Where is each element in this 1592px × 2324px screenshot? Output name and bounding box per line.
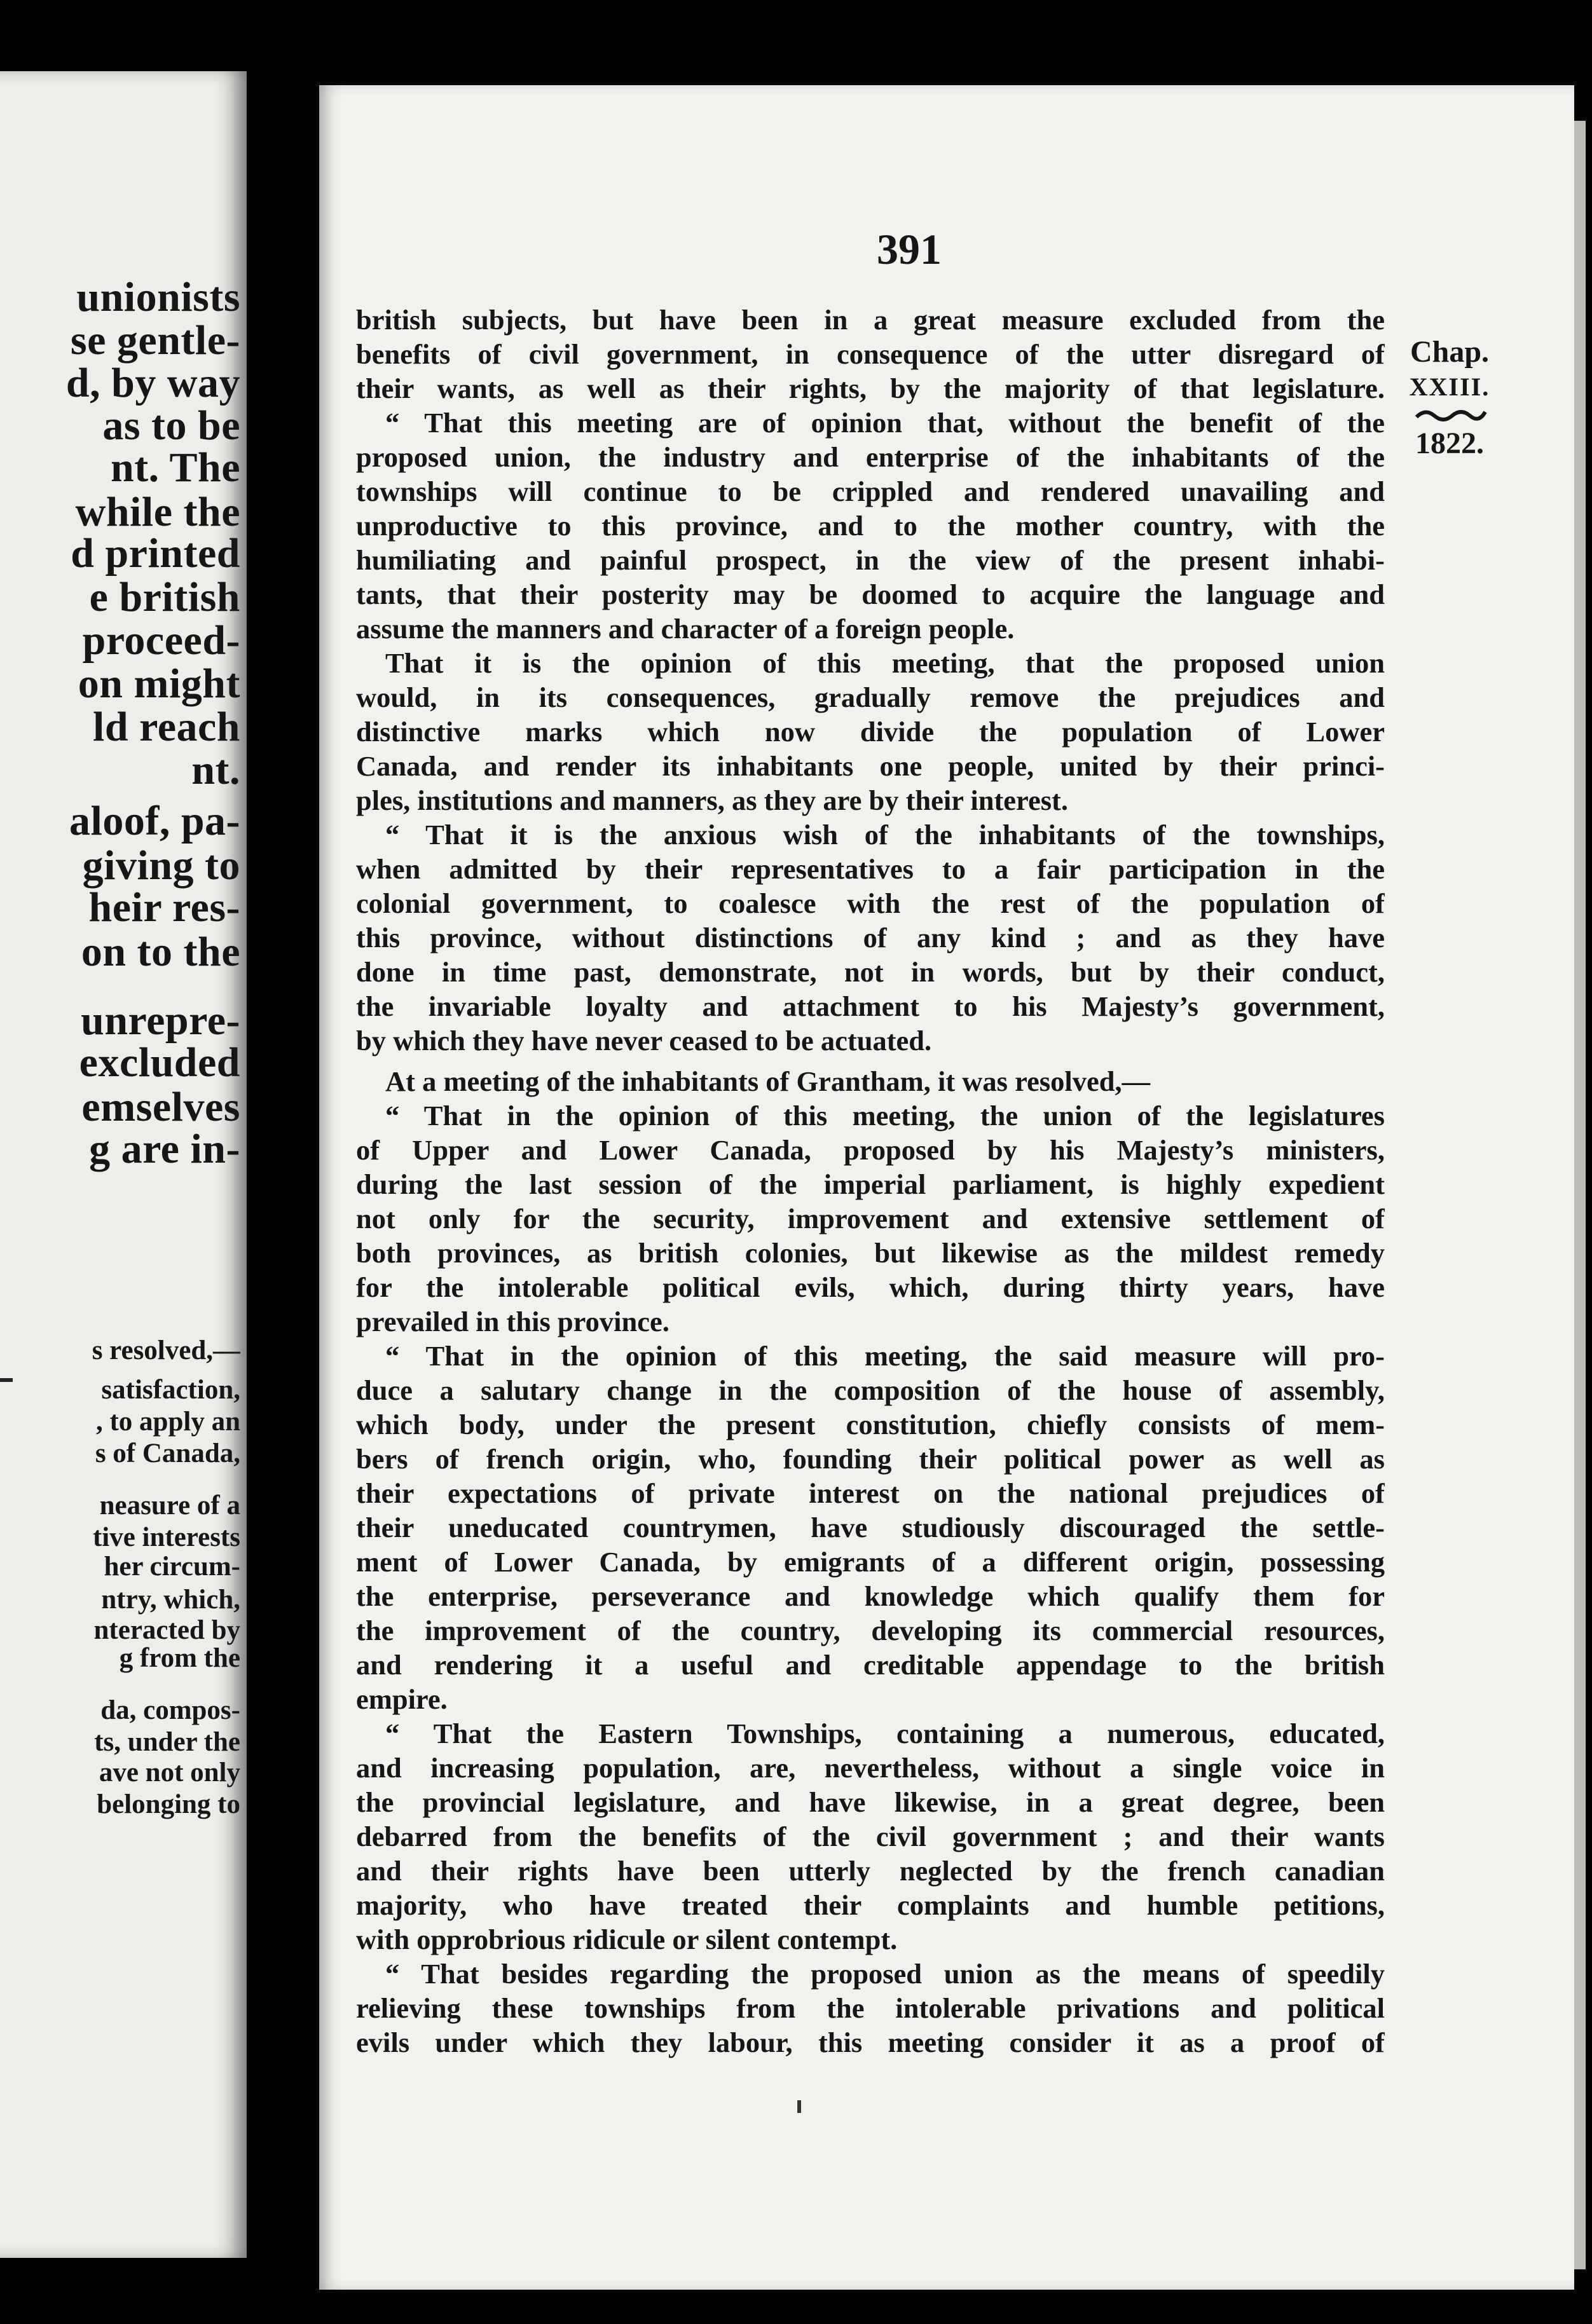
margin-year: 1822. [1415,427,1484,460]
text-line: That it is the opinion of this meeting, that the proposed union [385,647,1385,679]
left-page-line: neasure of a [99,1491,240,1521]
margin-chapter: Chap. [1410,335,1490,369]
text-line: the invariable loyalty and attachment to his Majesty’s government, [356,990,1385,1022]
left-page-line: unrepre- [81,998,240,1044]
text-line: “ That this meeting are of opinion that, without the benefit of the [385,407,1385,439]
left-page-line: ntry, which, [101,1585,240,1615]
text-line: with opprobrious ridicule or silent contempt. [356,1924,898,1955]
left-page-line: ts, under the [94,1727,240,1757]
left-page-line: e british [89,575,240,620]
left-page-line: ld reach [93,704,240,750]
left-page-line: g are in- [89,1126,240,1172]
text-line: empire. [356,1683,448,1715]
text-line: ples, institutions and manners, as they are by their interest. [356,784,1068,816]
text-line: debarred from the benefits of the civil government ; and their wants [356,1821,1385,1852]
left-page-line: on to the [81,929,240,975]
text-line: “ That the Eastern Townships, containing a numerous, educated, [385,1718,1385,1749]
left-page-line: d, by way [65,360,240,406]
text-line: this province, without distinctions of any kind ; and as they have [356,922,1385,954]
text-line: “ That in the opinion of this meeting, the union of the legislatures [385,1100,1385,1131]
text-line: “ That it is the anxious wish of the inhabitants of the townships, [385,819,1385,851]
page-number: 391 [877,225,942,273]
text-line: proposed union, the industry and enterprise of the inhabitants of the [356,441,1385,473]
text-line: relieving these townships from the intolerable privations and political [356,1992,1385,2024]
body-text [356,303,1385,2060]
margin-note [1392,334,1507,461]
text-line: during the last session of the imperial parliament, is highly expedient [356,1168,1385,1200]
left-page-line: d printed [71,531,240,577]
left-page-line: s resolved,— [92,1336,240,1365]
left-page-line: heir res- [88,885,240,931]
text-line: their uneducated countrymen, have studiously discouraged the settle- [356,1512,1385,1543]
text-line: when admitted by their representatives to a fair participation in the [356,853,1385,885]
text-line: for the intolerable political evils, which, during thirty years, have [356,1271,1385,1303]
left-page-line: , to apply an [95,1407,240,1437]
left-page-line: while the [75,489,240,535]
left-page-fragment [0,71,247,2258]
text-line: and their rights have been utterly neglected by the french canadian [356,1855,1385,1887]
left-page-line: nteracted by [93,1615,240,1645]
left-page-line: her circum- [104,1552,240,1582]
text-line: colonial government, to coalesce with the rest of the population of [356,887,1385,919]
left-page-line: on might [78,661,240,707]
text-line: prevailed in this province. [356,1306,669,1337]
left-page-line: belonging to [97,1789,240,1819]
wavy-rule-icon [1392,404,1507,426]
text-line: their expectations of private interest on the national prejudices of [356,1477,1385,1509]
text-line: british subjects, but have been in a great measure excluded from the [356,304,1385,336]
left-page-line: unionists [76,275,240,320]
left-page-line: ave not only [99,1758,240,1787]
text-line: Canada, and render its inhabitants one people, united by their princi- [356,750,1385,782]
text-line: by which they have never ceased to be actuated. [356,1025,932,1056]
text-line: benefits of civil government, in consequence of the utter disregard of [356,338,1385,370]
left-page-line: excluded [79,1040,240,1086]
text-line: distinctive marks which now divide the population of Lower [356,716,1385,748]
left-page-line: s of Canada, [95,1439,240,1468]
text-line: “ That besides regarding the proposed union as the means of speedily [385,1958,1385,1990]
text-line: evils under which they labour, this meeting consider it as a proof of [356,2027,1385,2058]
text-line: humiliating and painful prospect, in the view of the present inhabi- [356,544,1385,576]
text-line: tants, that their posterity may be doomed to acquire the language and [356,578,1385,610]
text-line: the provincial legislature, and have likewise, in a great degree, been [356,1786,1385,1818]
text-line: townships will continue to be crippled and rendered unavailing and [356,475,1385,507]
text-line: “ That in the opinion of this meeting, the said measure will pro- [385,1340,1385,1372]
text-line: of Upper and Lower Canada, proposed by his Majesty’s ministers, [356,1134,1385,1166]
text-line: and rendering it a useful and creditable appendage to the british [356,1649,1385,1681]
left-page-line: da, compos- [100,1695,240,1725]
ink-speck [797,2100,801,2113]
left-page-line: nt. [191,748,240,793]
text-line: their wants, as well as their rights, by the majority of that legislature. [356,373,1385,404]
text-line: and increasing population, are, nevertheless, without a single voice in [356,1752,1385,1784]
left-page-line: proceed- [82,618,240,664]
left-page-line: giving to [82,843,240,889]
text-line: At a meeting of the inhabitants of Grantham, it was resolved,— [385,1065,1151,1097]
text-line: unproductive to this province, and to the mother country, with the [356,510,1385,542]
left-page-line: se gentle- [70,318,240,364]
text-line: done in time past, demonstrate, not in words, but by their conduct, [356,956,1385,988]
text-line: duce a salutary change in the composition of the house of assembly, [356,1374,1385,1406]
text-line: both provinces, as british colonies, but likewise as the mildest remedy [356,1237,1385,1269]
text-line: assume the manners and character of a foreign people. [356,613,1015,645]
left-page-line: g from the [119,1643,240,1673]
left-page-line: as to be [102,403,240,449]
page-edge [1574,121,1586,2269]
left-page-line: satisfaction, [101,1375,240,1405]
text-line: the improvement of the country, developing its commercial resources, [356,1615,1385,1646]
text-line: would, in its consequences, gradually remove the prejudices and [356,681,1385,713]
text-line: the enterprise, perseverance and knowledge which qualify them for [356,1580,1385,1612]
text-line: bers of french origin, who, founding their political power as well as [356,1443,1385,1475]
left-page-line: tive interests [92,1522,240,1552]
text-line: majority, who have treated their complaints and humble petitions, [356,1889,1385,1921]
text-line: not only for the security, improvement and extensive settlement of [356,1203,1385,1234]
left-page-line: nt. The [110,445,240,491]
left-page-line: aloof, pa- [69,798,240,844]
text-line: ment of Lower Canada, by emigrants of a different origin, possessing [356,1546,1385,1578]
left-page-line: emselves [81,1084,240,1130]
text-line: which body, under the present constitution, chiefly consists of mem- [356,1409,1385,1440]
margin-chapter-number: XXIII. [1409,373,1490,401]
